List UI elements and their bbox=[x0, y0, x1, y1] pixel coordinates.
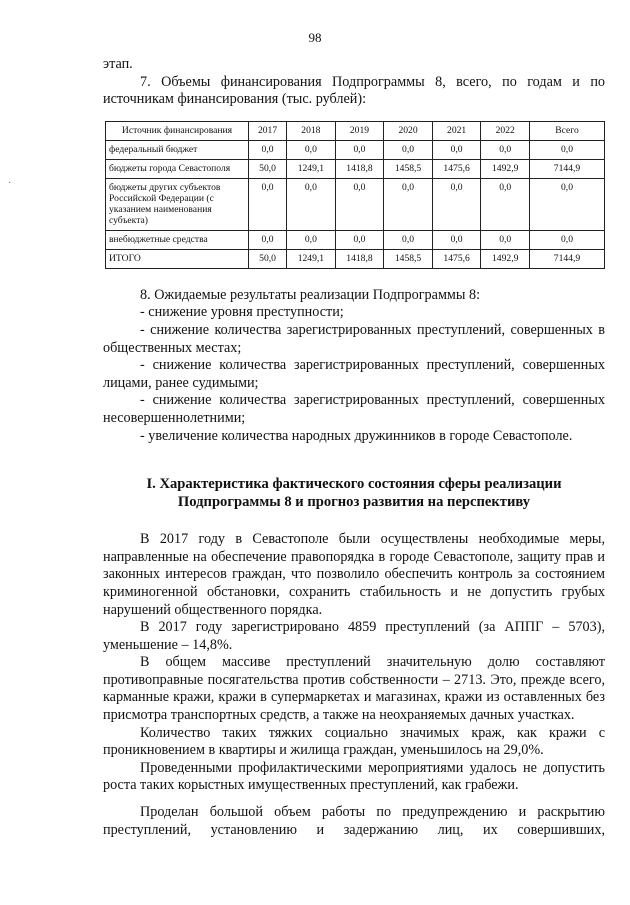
table-row-total bbox=[106, 249, 605, 268]
result-item: - снижение количества зарегистрированных преступлений, совершенных лицами, ранее судимыми; bbox=[103, 357, 605, 391]
table-header-cell: 2020 bbox=[384, 121, 433, 140]
table-cell: 0,0 bbox=[481, 140, 530, 159]
paragraph: Проведенными профилактическими мероприятиями удалось не допустить роста таких корыстных имущественных преступлений, как грабежи. bbox=[103, 759, 605, 794]
financing-table bbox=[105, 121, 605, 269]
table-cell: 0,0 bbox=[335, 230, 384, 249]
table-cell: 0,0 bbox=[384, 140, 433, 159]
table-cell: 50,0 bbox=[249, 159, 287, 178]
table-cell: 1475,6 bbox=[432, 159, 481, 178]
table-header-cell: 2018 bbox=[287, 121, 336, 140]
paragraph: В общем массиве преступлений значительную долю составляют противоправные посягательства против собственности – 2713. Это, прежде всего, карманные кражи, кражи в супермаркетах и магазинах, кражи из оставленных без присмотра транспортных средств, а также на неохраняемых дачных участках. bbox=[103, 654, 605, 724]
table-cell: 0,0 bbox=[384, 178, 433, 230]
table-cell: 0,0 bbox=[287, 140, 336, 159]
table-cell-source: бюджеты других субъектов Российской Федерации (с указанием наименования субъекта) bbox=[106, 178, 249, 230]
table-cell: 1249,1 bbox=[287, 249, 336, 268]
table-cell: 1418,8 bbox=[335, 249, 384, 268]
table-cell-source: внебюджетные средства bbox=[106, 230, 249, 249]
table-cell: 0,0 bbox=[249, 178, 287, 230]
table-cell: 0,0 bbox=[335, 140, 384, 159]
table-row bbox=[106, 140, 605, 159]
paragraph: Количество таких тяжких социально значимых краж, как кражи с проникновением в квартиры и жилища граждан, уменьшилось на 29,0%. bbox=[103, 724, 605, 759]
table-cell: 50,0 bbox=[249, 249, 287, 268]
section-7-title: 7. Объемы финансирования Подпрограммы 8, всего, по годам и по источникам финансирования (тыс. рублей): bbox=[103, 73, 605, 108]
table-cell-source: ИТОГО bbox=[106, 249, 249, 268]
table-row bbox=[106, 178, 605, 230]
table-cell: 0,0 bbox=[249, 230, 287, 249]
table-cell: 0,0 bbox=[384, 230, 433, 249]
table-cell: 1249,1 bbox=[287, 159, 336, 178]
paragraph: Проделан большой объем работы по предупреждению и раскрытию преступлений, установлению и задержанию лиц, их совершивших, bbox=[103, 804, 605, 838]
table-cell: 1418,8 bbox=[335, 159, 384, 178]
table-cell: 7144,9 bbox=[530, 249, 605, 268]
intro-tail: этап. bbox=[103, 56, 133, 72]
section-heading-line: I. Характеристика фактического состояния сферы реализации bbox=[146, 476, 562, 493]
table-cell: 0,0 bbox=[287, 178, 336, 230]
table-cell-source: бюджеты города Севастополя bbox=[106, 159, 249, 178]
table-cell: 1475,6 bbox=[432, 249, 481, 268]
paragraph: В 2017 году зарегистрировано 4859 преступлений (за АППГ – 5703), уменьшение – 14,8%. bbox=[103, 619, 605, 653]
table-cell: 0,0 bbox=[481, 178, 530, 230]
table-cell: 0,0 bbox=[432, 230, 481, 249]
result-item: - снижение количества зарегистрированных преступлений, совершенных несовершеннолетними; bbox=[103, 392, 605, 426]
table-cell: 0,0 bbox=[335, 178, 384, 230]
table-cell: 1492,9 bbox=[481, 159, 530, 178]
table-header-cell: 2022 bbox=[481, 121, 530, 140]
section-heading-line: Подпрограммы 8 и прогноз развития на перспективу bbox=[177, 494, 531, 511]
table-cell: 0,0 bbox=[249, 140, 287, 159]
paragraph: В 2017 году в Севастополе были осуществлены необходимые меры, направленные на обеспечение правопорядка в городе Севастополе, защиту прав и законных интересов граждан, что позволило обеспечить контроль за состоянием криминогенной обстановки, сохранить стабильность и не допустить грубых нарушений общественного порядка. bbox=[103, 531, 605, 618]
table-cell: 0,0 bbox=[530, 140, 605, 159]
table-header-row bbox=[106, 121, 605, 140]
result-item: - увеличение количества народных дружинников в городе Севастополе. bbox=[140, 427, 573, 444]
table-header-cell: Источник финансирования bbox=[106, 121, 249, 140]
table-cell: 0,0 bbox=[530, 230, 605, 249]
table-header-cell: 2017 bbox=[249, 121, 287, 140]
document-body bbox=[103, 56, 605, 839]
table-header-cell: 2019 bbox=[335, 121, 384, 140]
table-cell: 0,0 bbox=[530, 178, 605, 230]
margin-mark: · bbox=[8, 178, 12, 189]
result-item: - снижение количества зарегистрированных преступлений, совершенных в общественных местах; bbox=[103, 321, 605, 356]
table-cell: 1458,5 bbox=[384, 159, 433, 178]
table-header-cell: 2021 bbox=[432, 121, 481, 140]
table-cell: 1492,9 bbox=[481, 249, 530, 268]
table-row bbox=[106, 159, 605, 178]
table-cell: 0,0 bbox=[432, 178, 481, 230]
table-cell: 0,0 bbox=[432, 140, 481, 159]
section-heading bbox=[103, 475, 605, 511]
table-cell: 0,0 bbox=[481, 230, 530, 249]
table-header-cell: Всего bbox=[530, 121, 605, 140]
table-row bbox=[106, 230, 605, 249]
section-8-title: 8. Ожидаемые результаты реализации Подпрограммы 8: bbox=[140, 286, 481, 303]
table-cell: 1458,5 bbox=[384, 249, 433, 268]
table-cell: 7144,9 bbox=[530, 159, 605, 178]
table-cell: 0,0 bbox=[287, 230, 336, 249]
table-cell-source: федеральный бюджет bbox=[106, 140, 249, 159]
result-item: - снижение уровня преступности; bbox=[140, 304, 344, 321]
page-number: 98 bbox=[308, 30, 322, 45]
